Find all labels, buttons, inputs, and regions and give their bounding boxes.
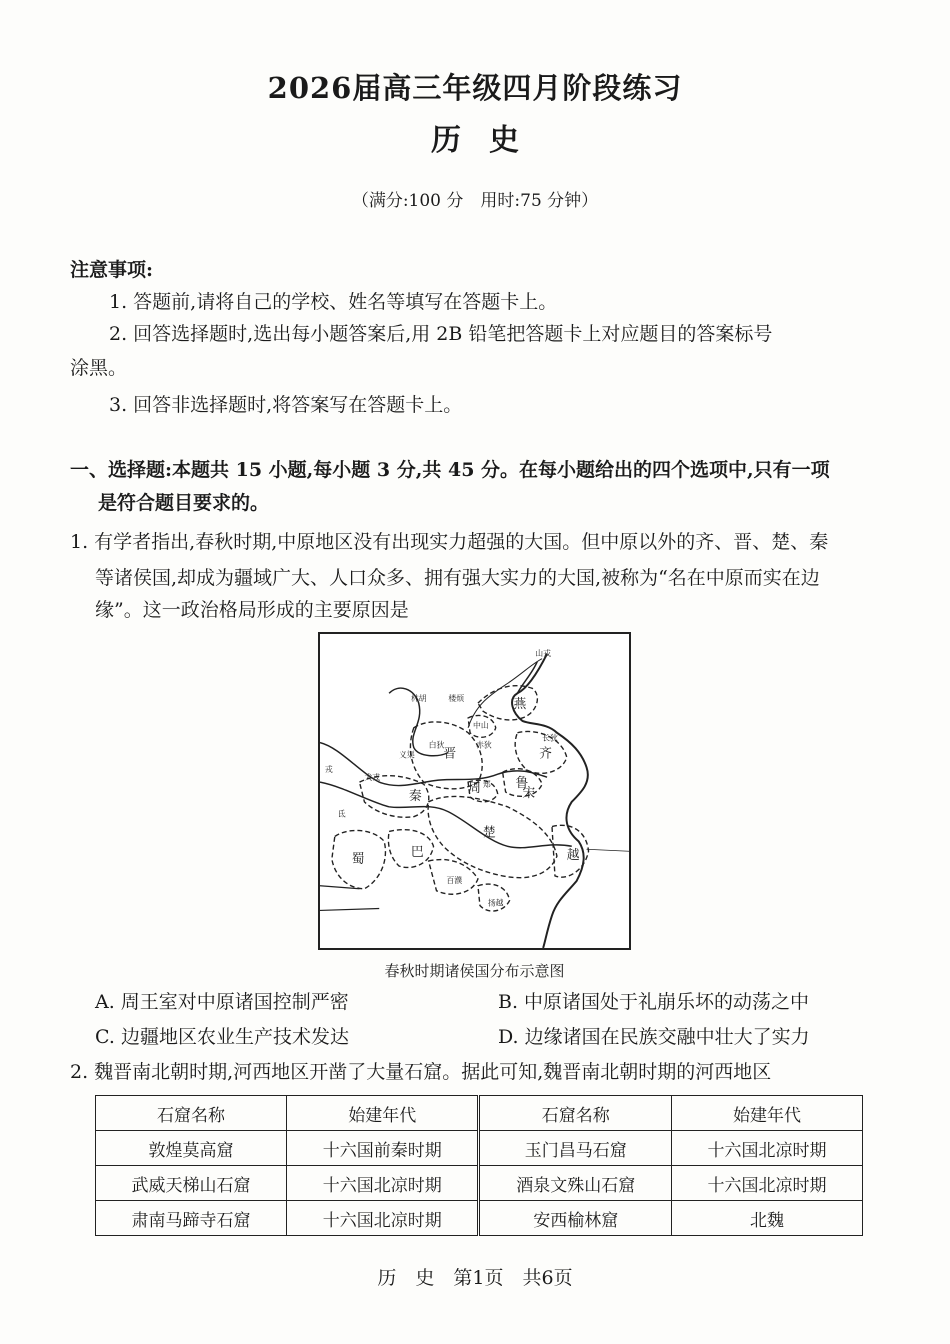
map-drawing <box>320 634 629 948</box>
section-heading-line1: 一、选择题:本题共 15 小题,每小题 3 分,共 45 分。在每小题给出的四个选项中,只有一项 <box>70 459 830 481</box>
notice-heading: 注意事项: <box>70 259 154 281</box>
label-yangyue: 扬越 <box>487 898 504 908</box>
map-caption: 春秋时期诸侯国分布示意图 <box>384 962 565 980</box>
label-qi: 齐 <box>539 746 552 762</box>
table-cell: 十六国北凉时期 <box>672 1166 863 1201</box>
label-zhou: 周 <box>468 780 481 796</box>
subject-title: 历史 <box>431 123 547 158</box>
label-quanrong: 犬戎 <box>364 773 381 783</box>
label-changdi: 长狄 <box>542 733 558 743</box>
q1-option-a: A. 周王室对中原诸国控制严密 <box>95 991 349 1013</box>
section-heading-line2: 是符合题目要求的。 <box>98 492 270 514</box>
label-shanrong: 山戎 <box>535 648 551 658</box>
table-row <box>96 1131 863 1166</box>
label-jin: 晋 <box>443 746 457 762</box>
label-ba: 巴 <box>410 845 424 861</box>
q1-stem-line2: 等诸侯国,却成为疆域广大、人口众多、拥有强大实力的大国,被称为“名在中原而实在边 <box>95 567 820 589</box>
label-shu: 蜀 <box>351 852 365 868</box>
q1-stem-line1: 1. 有学者指出,春秋时期,中原地区没有出现实力超强的大国。但中原以外的齐、晋、楚、秦 <box>70 531 829 553</box>
table-cell: 武威天梯山石窟 <box>96 1166 287 1201</box>
col-header: 石窟名称 <box>96 1096 287 1131</box>
table-header-row <box>96 1096 863 1131</box>
table-cell: 十六国前秦时期 <box>286 1131 479 1166</box>
table-cell: 十六国北凉时期 <box>286 1166 479 1201</box>
table-cell: 北魏 <box>672 1201 863 1236</box>
label-chidi: 赤狄 <box>475 740 492 750</box>
table-cell: 玉门昌马石窟 <box>479 1131 672 1166</box>
table-cell: 酒泉文殊山石窟 <box>479 1166 672 1201</box>
label-baipu: 百濮 <box>446 875 463 885</box>
table-cell: 十六国北凉时期 <box>286 1201 479 1236</box>
notice-item-2: 2. 回答选择题时,选出每小题答案后,用 2B 铅笔把答题卡上对应题目的答案标号 <box>109 323 773 345</box>
label-qin: 秦 <box>408 788 422 804</box>
table-cell: 安西榆林窟 <box>479 1201 672 1236</box>
label-rong: 戎 <box>324 765 333 775</box>
label-song: 宋 <box>522 785 536 801</box>
q1-option-b: B. 中原诸国处于礼崩乐坏的动荡之中 <box>498 991 810 1013</box>
label-yue: 越 <box>566 848 580 864</box>
q1-option-c: C. 边疆地区农业生产技术发达 <box>95 1026 349 1048</box>
table-cell: 十六国北凉时期 <box>672 1131 863 1166</box>
label-linhu: 林胡 <box>410 694 427 704</box>
table-cell: 敦煌莫高窟 <box>96 1131 287 1166</box>
notice-item-3: 3. 回答非选择题时,将答案写在答题卡上。 <box>109 394 463 416</box>
col-header: 始建年代 <box>672 1096 863 1131</box>
q2-stem: 2. 魏晋南北朝时期,河西地区开凿了大量石窟。据此可知,魏晋南北朝时期的河西地区 <box>70 1061 772 1083</box>
col-header: 始建年代 <box>286 1096 479 1131</box>
table-cell: 肃南马蹄寺石窟 <box>96 1201 287 1236</box>
label-baidi: 白狄 <box>428 740 445 750</box>
label-di: 氐 <box>337 809 346 819</box>
table-row <box>96 1166 863 1201</box>
grotto-table <box>95 1095 863 1236</box>
label-zheng: 郑 <box>482 780 491 790</box>
exam-title: 2026届高三年级四月阶段练习 <box>267 71 683 105</box>
spring-autumn-map <box>318 632 631 950</box>
score-time-line: （满分:100 分 用时:75 分钟） <box>351 191 599 211</box>
col-header: 石窟名称 <box>479 1096 672 1131</box>
label-zhongshan: 中山 <box>473 720 489 730</box>
q1-option-d: D. 边缘诸国在民族交融中壮大了实力 <box>498 1026 810 1048</box>
table-row <box>96 1201 863 1236</box>
label-yan: 燕 <box>513 697 527 713</box>
notice-item-1: 1. 答题前,请将自己的学校、姓名等填写在答题卡上。 <box>109 291 558 313</box>
page-footer: 历 史 第1页 共6页 <box>377 1267 573 1289</box>
q1-stem-line3: 缘”。这一政治格局形成的主要原因是 <box>95 599 409 621</box>
label-lu: 鲁 <box>515 776 529 792</box>
label-loufan: 楼烦 <box>448 694 465 704</box>
label-yiqu: 义渠 <box>398 750 415 760</box>
notice-item-2-cont: 涂黑。 <box>70 357 128 379</box>
label-chu: 楚 <box>482 825 496 841</box>
